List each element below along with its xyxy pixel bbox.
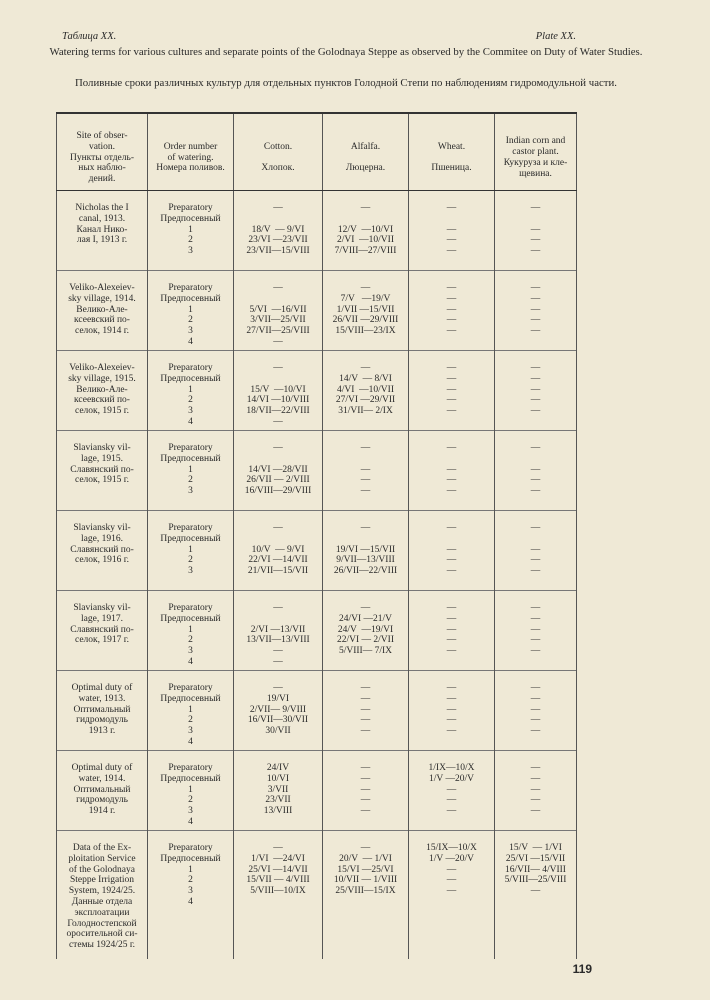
- order-cell: Preparatory Предпосевный 1 2 3 4: [148, 831, 234, 959]
- corn-cell: — — — —: [495, 511, 577, 591]
- title-english: Watering terms for various cultures and separate points of the Golodnaya Steppe as observed by the Commitee on Duty of Water Studies.: [49, 46, 643, 58]
- alfalfa-cell: — — — — —: [323, 671, 409, 751]
- page-number: 119: [572, 962, 592, 976]
- column-header-cotton: Cotton. Хлопок.: [234, 113, 323, 191]
- corn-cell: — — — — —: [495, 751, 577, 831]
- column-header-alfalfa: Alfalfa. Люцерна.: [323, 113, 409, 191]
- order-cell: Preparatory Предпосевный 1 2 3 4: [148, 351, 234, 431]
- cotton-cell: — 14/VI —28/VII 26/VII — 2/VIII 16/VIII—29/VIII: [234, 431, 323, 511]
- corn-cell: — — — — —: [495, 591, 577, 671]
- table-row: [57, 751, 577, 831]
- cotton-cell: — 19/VI 2/VII— 9/VIII 16/VII—30/VII 30/VII: [234, 671, 323, 751]
- site-cell: Slaviansky vil- lage, 1917. Славянский по- селок, 1917 г.: [57, 591, 148, 671]
- column-header-order: Order number of watering. Номера поливов.: [148, 113, 234, 191]
- wheat-cell: — — — —: [409, 511, 495, 591]
- cotton-cell: — 5/VI —16/VII 3/VII—25/VII 27/VII—25/VIII —: [234, 271, 323, 351]
- wheat-cell: — — — — —: [409, 271, 495, 351]
- order-cell: Preparatory Предпосевный 1 2 3: [148, 511, 234, 591]
- corn-cell: — — — — —: [495, 271, 577, 351]
- order-cell: Preparatory Предпосевный 1 2 3 4: [148, 271, 234, 351]
- watering-table: [56, 112, 577, 959]
- corn-cell: — — — —: [495, 191, 577, 271]
- header-right: Plate XX.: [535, 31, 576, 42]
- alfalfa-cell: — — — —: [323, 431, 409, 511]
- site-cell: Slaviansky vil- lage, 1915. Славянский по- селок, 1915 г.: [57, 431, 148, 511]
- site-cell: Veliko-Alexeiev- sky village, 1914. Велико-Але- ксеевский по- селок, 1914 г.: [57, 271, 148, 351]
- wheat-cell: — — — — —: [409, 351, 495, 431]
- title-russian: Поливные сроки различных культур для отдельных пунктов Голодной Степи по наблюдениям гидромодульной части.: [75, 77, 617, 89]
- table-header-row: [57, 113, 577, 191]
- table-row: [57, 591, 577, 671]
- order-cell: Preparatory Предпосевный 1 2 3: [148, 431, 234, 511]
- order-cell: Preparatory Предпосевный 1 2 3 4: [148, 671, 234, 751]
- cotton-cell: — 1/VI —24/VI 25/VI —14/VII 15/VII — 4/VIII 5/VIII—10/IX: [234, 831, 323, 959]
- table-row: [57, 271, 577, 351]
- site-cell: Slaviansky vil- lage, 1916. Славянский по- селок, 1916 г.: [57, 511, 148, 591]
- column-header-wheat: Wheat. Пшеница.: [409, 113, 495, 191]
- site-cell: Nicholas the I canal, 1913. Канал Нико- лая I, 1913 г.: [57, 191, 148, 271]
- alfalfa-cell: — — — — —: [323, 751, 409, 831]
- table-row: [57, 831, 577, 959]
- cotton-cell: — 2/VI —13/VII 13/VII—13/VIII — —: [234, 591, 323, 671]
- corn-cell: 15/V — 1/VI 25/VI —15/VII 16/VII— 4/VIII 5/VIII—25/VIII —: [495, 831, 577, 959]
- table-row: [57, 191, 577, 271]
- site-cell: Optimal duty of water, 1914. Оптимальный гидромодуль 1914 г.: [57, 751, 148, 831]
- alfalfa-cell: — 20/V — 1/VI 15/VI —25/VI 10/VII — 1/VIII 25/VIII—15/IX: [323, 831, 409, 959]
- wheat-cell: — — — —: [409, 191, 495, 271]
- alfalfa-cell: — 19/VI —15/VII 9/VII—13/VIII 26/VII—22/VIII: [323, 511, 409, 591]
- site-cell: Veliko-Alexeiev- sky village, 1915. Велико-Але- ксеевский по- селок, 1915 г.: [57, 351, 148, 431]
- cotton-cell: — 18/V — 9/VI 23/VI —23/VII 23/VII—15/VIII: [234, 191, 323, 271]
- wheat-cell: — — — —: [409, 431, 495, 511]
- order-cell: Preparatory Предпосевный 1 2 3 4: [148, 591, 234, 671]
- wheat-cell: 1/IX—10/X 1/V —20/V — — —: [409, 751, 495, 831]
- header-left: Таблица XX.: [62, 31, 117, 42]
- wheat-cell: — — — — —: [409, 671, 495, 751]
- corn-cell: — — — —: [495, 431, 577, 511]
- column-header-corn: Indian corn and castor plant. Кукуруза и кле- щевина.: [495, 113, 577, 191]
- alfalfa-cell: — 24/VI —21/V 24/V —19/VI 22/VI — 2/VII 5/VIII— 7/IX: [323, 591, 409, 671]
- order-cell: Preparatory Предпосевный 1 2 3: [148, 191, 234, 271]
- site-cell: Optimal duty of water, 1913. Оптимальный гидромодуль 1913 г.: [57, 671, 148, 751]
- corn-cell: — — — — —: [495, 671, 577, 751]
- corn-cell: — — — — —: [495, 351, 577, 431]
- table-row: [57, 511, 577, 591]
- cotton-cell: — 15/V —10/VI 14/VI —10/VIII 18/VII—22/VIII —: [234, 351, 323, 431]
- cotton-cell: 24/IV 10/VI 3/VII 23/VII 13/VIII: [234, 751, 323, 831]
- alfalfa-cell: — 7/V —19/V 1/VII —15/VII 26/VII —29/VIII 15/VIII—23/IX: [323, 271, 409, 351]
- alfalfa-cell: — 14/V — 8/VI 4/VI —10/VII 27/VI —29/VII 31/VII— 2/IX: [323, 351, 409, 431]
- wheat-cell: — — — — —: [409, 591, 495, 671]
- table-row: [57, 671, 577, 751]
- alfalfa-cell: — 12/V —10/VI 2/VI —10/VII 7/VIII—27/VIII: [323, 191, 409, 271]
- site-cell: Data of the Ex- ploitation Service of the Golodnaya Steppe Irrigation System, 1924/25. Данные отдела эксплоатации Голодностепской оросительной си- стемы 1924/25 г.: [57, 831, 148, 959]
- column-header-site: Site of obser- vation. Пункты отдель- ных наблю- дений.: [57, 113, 148, 191]
- wheat-cell: 15/IX—10/X 1/V —20/V — — —: [409, 831, 495, 959]
- cotton-cell: — 10/V — 9/VI 22/VI —14/VII 21/VII—15/VII: [234, 511, 323, 591]
- table-row: [57, 431, 577, 511]
- order-cell: Preparatory Предпосевный 1 2 3 4: [148, 751, 234, 831]
- table-row: [57, 351, 577, 431]
